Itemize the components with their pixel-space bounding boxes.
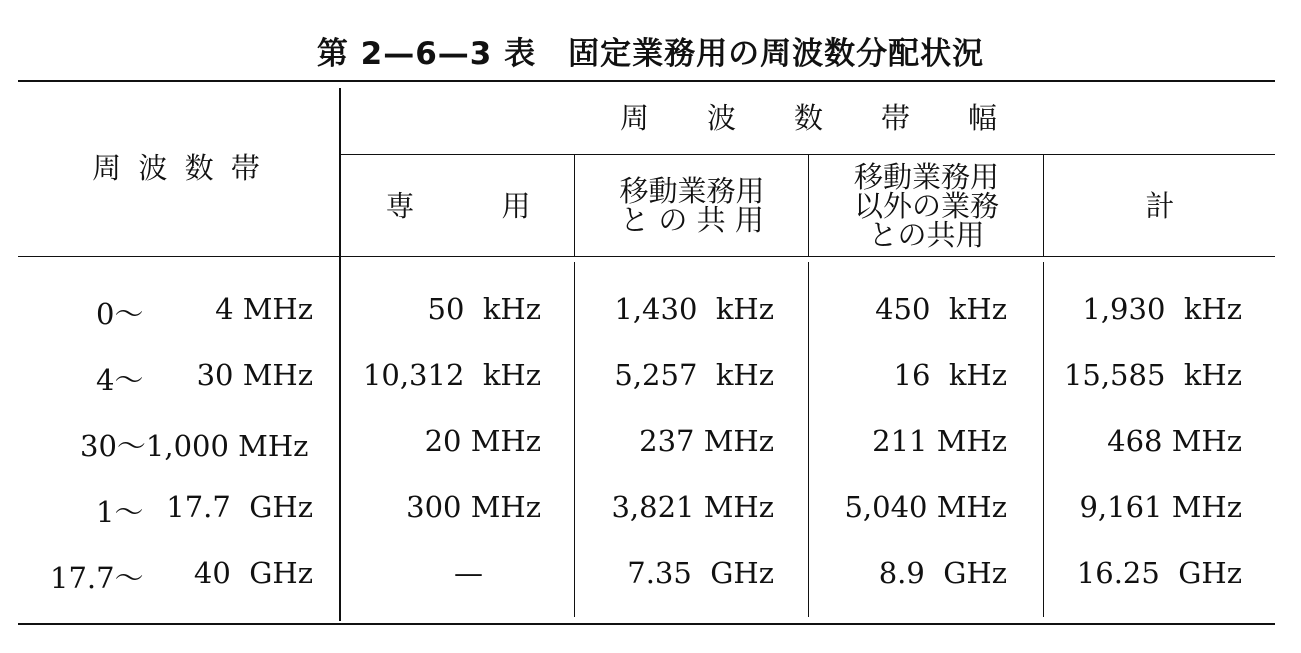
value-total: 15,585 kHz — [1063, 358, 1242, 392]
value-shared-mobile: 1,430 kHz — [614, 292, 774, 326]
band-from: 30～1,000 MHz — [80, 429, 309, 463]
value-dedicated: 300 MHz — [406, 490, 541, 524]
band-to: 17.7 GHz — [166, 490, 313, 524]
value-shared-other: 5,040 MHz — [844, 490, 1007, 524]
table-title: 第 2—6—3 表 固定業務用の周波数分配状況 — [316, 36, 985, 72]
column-divider-2-body — [808, 262, 809, 617]
band-from: 1～ — [96, 495, 144, 529]
value-dedicated: 10,312 kHz — [362, 358, 541, 392]
value-shared-mobile: 237 MHz — [639, 424, 774, 458]
value-total: 16.25 GHz — [1076, 556, 1242, 590]
band-from: 4～ — [96, 363, 144, 397]
column-divider-2 — [808, 154, 809, 256]
column-header-total: 計 — [1145, 188, 1175, 223]
column-header-line: 移動業務用 — [619, 174, 765, 208]
column-header-line: 以外の業務 — [853, 188, 999, 223]
band-to: 40 GHz — [193, 556, 313, 590]
band-from: 0～ — [96, 297, 144, 331]
header-bottom-rule — [18, 256, 1275, 257]
value-dedicated: — — [454, 556, 483, 590]
bottom-rule — [18, 623, 1275, 625]
value-shared-other: 16 kHz — [893, 358, 1007, 392]
column-header-shared-mobile — [576, 156, 808, 256]
value-shared-other: 450 kHz — [875, 292, 1007, 326]
bandwidth-group-header: 周 波 数 帯 幅 — [619, 100, 997, 135]
band-to: 30 MHz — [196, 358, 313, 392]
value-shared-mobile: 5,257 kHz — [614, 358, 774, 392]
value-total: 1,930 kHz — [1082, 292, 1242, 326]
column-divider-1 — [574, 154, 575, 256]
row-header-label: 周 波 数 帯 — [92, 150, 264, 185]
column-header-shared-other — [810, 156, 1043, 256]
band-to: 4 MHz — [215, 292, 313, 326]
value-total: 9,161 MHz — [1079, 490, 1242, 524]
row-header-divider — [339, 88, 341, 621]
column-header-line: 移動業務用 — [853, 159, 999, 194]
column-header-line: と の 共 用 — [620, 203, 764, 237]
value-dedicated: 50 kHz — [427, 292, 541, 326]
value-shared-mobile: 7.35 GHz — [627, 556, 774, 590]
column-divider-3-body — [1043, 262, 1044, 617]
band-from: 17.7～ — [50, 561, 144, 595]
column-divider-3 — [1043, 154, 1044, 256]
column-header-line: との共用 — [868, 217, 985, 252]
value-total: 468 MHz — [1107, 424, 1242, 458]
column-divider-1-body — [574, 262, 575, 617]
column-header-dedicated: 専 用 — [385, 188, 531, 223]
value-shared-mobile: 3,821 MHz — [611, 490, 774, 524]
value-dedicated: 20 MHz — [424, 424, 541, 458]
value-shared-other: 8.9 GHz — [878, 556, 1007, 590]
value-shared-other: 211 MHz — [872, 424, 1007, 458]
